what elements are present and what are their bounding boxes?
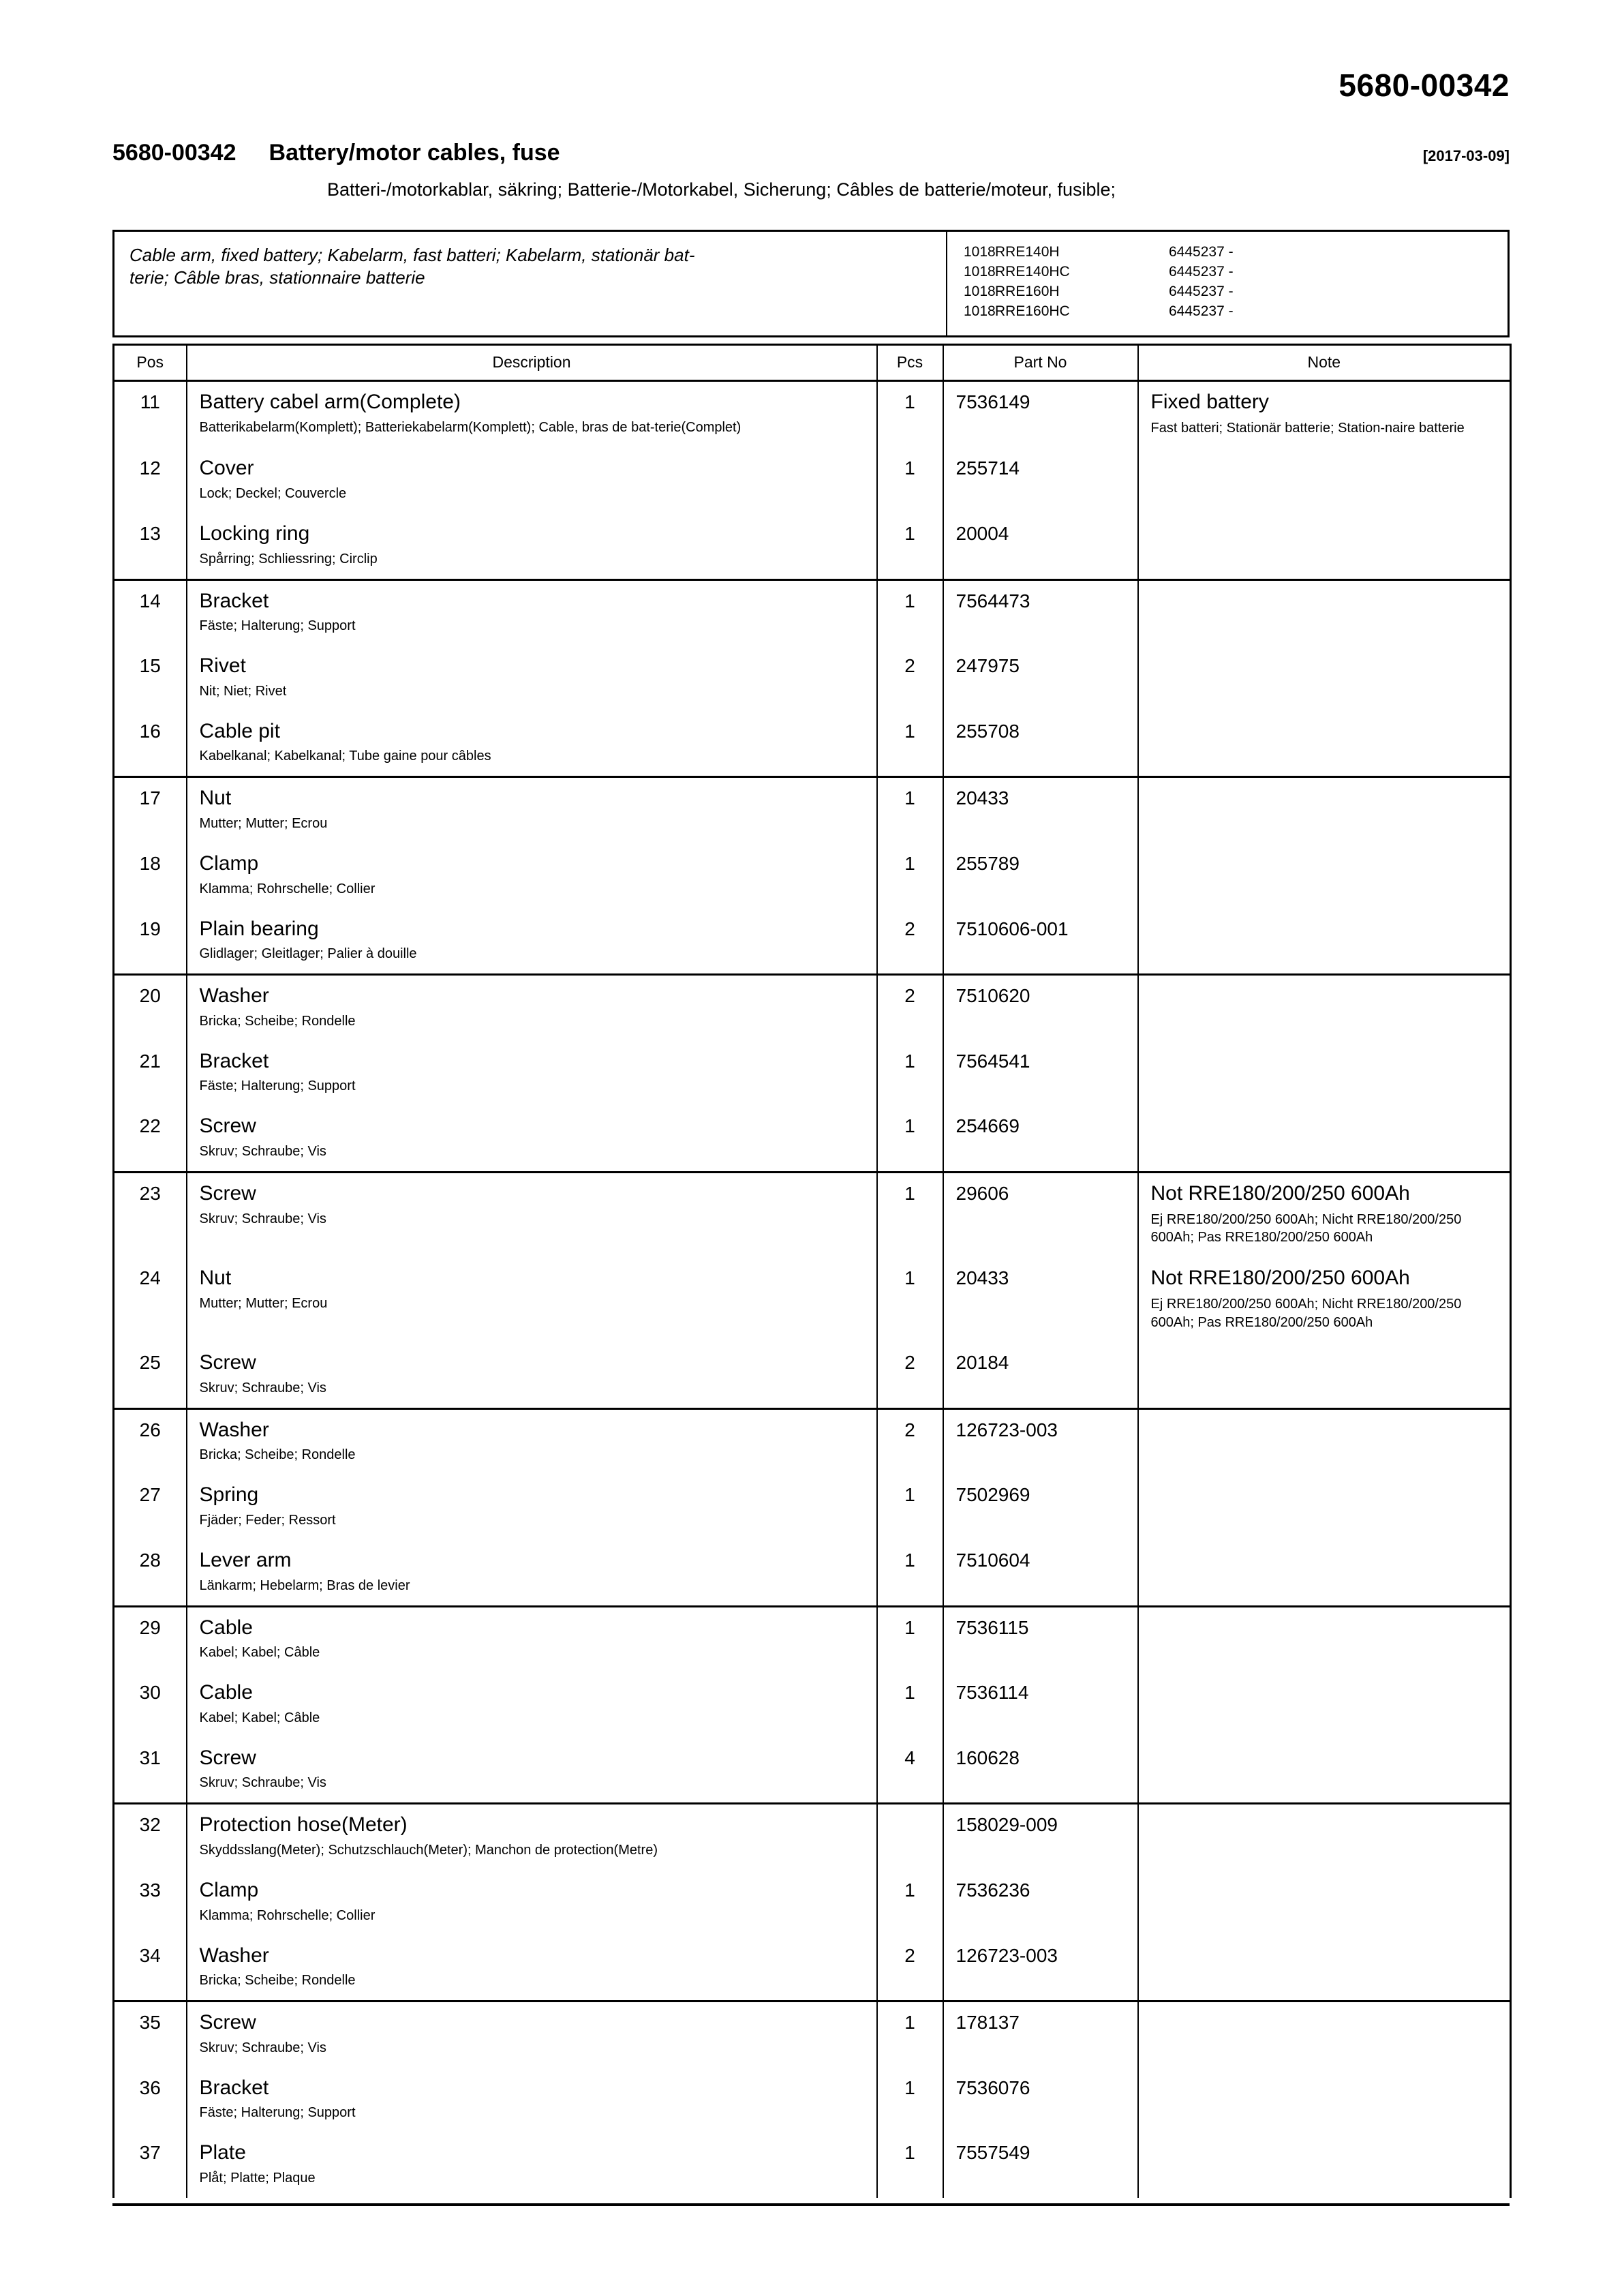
description-translations: Bricka; Scheibe; Rondelle bbox=[199, 1013, 356, 1029]
cell-description bbox=[187, 1106, 877, 1172]
cell-pcs: 1 bbox=[877, 1672, 943, 1738]
cell-part-no: 255708 bbox=[943, 711, 1138, 777]
cell-pos: 34 bbox=[114, 1935, 187, 2002]
table-row bbox=[114, 2002, 1511, 2068]
description-translations: Plåt; Platte; Plaque bbox=[199, 2171, 316, 2186]
variant-model-row bbox=[947, 282, 1508, 302]
cell-description bbox=[187, 1258, 877, 1342]
variant-model: RRE140H bbox=[995, 244, 1060, 260]
cell-part-no: 255714 bbox=[943, 448, 1138, 513]
cell-pos: 14 bbox=[114, 579, 187, 646]
description-primary: Screw bbox=[199, 1351, 256, 1374]
cell-pcs: 1 bbox=[877, 1540, 943, 1606]
cell-pos: 21 bbox=[114, 1041, 187, 1106]
cell-note bbox=[1138, 909, 1511, 975]
cell-note bbox=[1138, 1672, 1511, 1738]
table-row bbox=[114, 513, 1511, 579]
cell-description bbox=[187, 711, 877, 777]
table-row bbox=[114, 1408, 1511, 1475]
cell-part-no: 20184 bbox=[943, 1342, 1138, 1408]
description-translations: Kabel; Kabel; Câble bbox=[199, 1710, 320, 1725]
cell-part-no: 29606 bbox=[943, 1172, 1138, 1258]
cell-description bbox=[187, 381, 877, 449]
cell-note bbox=[1138, 1606, 1511, 1672]
cell-part-no: 158029-009 bbox=[943, 1804, 1138, 1870]
cell-description bbox=[187, 646, 877, 711]
cell-pcs: 1 bbox=[877, 381, 943, 449]
cell-pcs: 1 bbox=[877, 1041, 943, 1106]
table-row bbox=[114, 1258, 1511, 1342]
cell-pcs: 1 bbox=[877, 1606, 943, 1672]
variant-description-line2: terie; Câble bras, stationnaire batterie bbox=[129, 267, 425, 288]
cell-part-no: 126723-003 bbox=[943, 1408, 1138, 1475]
cell-pcs: 1 bbox=[877, 579, 943, 646]
cell-pos: 36 bbox=[114, 2068, 187, 2133]
variant-year: 1018 bbox=[964, 283, 996, 299]
description-translations: Länkarm; Hebelarm; Bras de levier bbox=[199, 1577, 410, 1593]
variant-model-list bbox=[947, 232, 1508, 335]
description-translations: Mutter; Mutter; Ecrou bbox=[199, 1295, 328, 1311]
description-primary: Battery cabel arm(Complete) bbox=[199, 391, 461, 413]
cell-pcs: 1 bbox=[877, 1475, 943, 1540]
cell-pcs: 1 bbox=[877, 1870, 943, 1935]
table-row bbox=[114, 1935, 1511, 2002]
description-primary: Rivet bbox=[199, 654, 246, 678]
description-translations: Skruv; Schraube; Vis bbox=[199, 1211, 326, 1226]
description-translations: Fäste; Halterung; Support bbox=[199, 1078, 356, 1094]
description-translations: Skruv; Schraube; Vis bbox=[199, 2040, 326, 2055]
cell-pcs: 4 bbox=[877, 1738, 943, 1804]
footer-rule bbox=[112, 2203, 1510, 2206]
table-row bbox=[114, 1172, 1511, 1258]
cell-note bbox=[1138, 381, 1511, 449]
table-row bbox=[114, 579, 1511, 646]
cell-pos: 33 bbox=[114, 1870, 187, 1935]
parts-table bbox=[112, 344, 1512, 2198]
cell-pcs: 2 bbox=[877, 909, 943, 975]
variant-year: 1018 bbox=[964, 263, 996, 280]
description-primary: Screw bbox=[199, 1746, 256, 1769]
section-number: 5680-00342 bbox=[112, 140, 236, 166]
variant-serial: 6445237 - bbox=[1169, 303, 1234, 319]
description-translations: Batterikabelarm(Komplett); Batteriekabelarm(Komplett); Cable, bras de bat-terie(Complet) bbox=[199, 419, 741, 435]
cell-pcs: 2 bbox=[877, 1342, 943, 1408]
cell-pcs: 1 bbox=[877, 2002, 943, 2068]
note-translations: Ej RRE180/200/250 600Ah; Nicht RRE180/200/250 600Ah; Pas RRE180/200/250 600Ah bbox=[1150, 1211, 1462, 1245]
cell-pcs: 1 bbox=[877, 2068, 943, 2133]
table-row bbox=[114, 1342, 1511, 1408]
description-primary: Bracket bbox=[199, 589, 269, 612]
cell-pcs: 1 bbox=[877, 1258, 943, 1342]
cell-note bbox=[1138, 2068, 1511, 2133]
cell-part-no: 7564473 bbox=[943, 579, 1138, 646]
table-row bbox=[114, 1540, 1511, 1606]
description-translations: Glidlager; Gleitlager; Palier à douille bbox=[199, 946, 417, 962]
cell-pos: 24 bbox=[114, 1258, 187, 1342]
description-translations: Klamma; Rohrschelle; Collier bbox=[199, 881, 376, 896]
revision-date: [2017-03-09] bbox=[1422, 147, 1510, 164]
column-header-pcs: Pcs bbox=[877, 345, 943, 381]
section-title-row bbox=[112, 140, 1510, 166]
cell-description bbox=[187, 1935, 877, 2002]
page-title: Battery/motor cables, fuse bbox=[269, 140, 560, 166]
cell-note bbox=[1138, 1172, 1511, 1258]
cell-part-no: 7510620 bbox=[943, 975, 1138, 1041]
cell-pos: 35 bbox=[114, 2002, 187, 2068]
cell-note bbox=[1138, 711, 1511, 777]
cell-pos: 31 bbox=[114, 1738, 187, 1804]
cell-note bbox=[1138, 1870, 1511, 1935]
cell-note bbox=[1138, 1258, 1511, 1342]
table-row bbox=[114, 1106, 1511, 1172]
cell-description bbox=[187, 1606, 877, 1672]
description-primary: Cable bbox=[199, 1616, 253, 1639]
cell-description bbox=[187, 2068, 877, 2133]
cell-part-no: 20433 bbox=[943, 777, 1138, 843]
description-primary: Plate bbox=[199, 2141, 246, 2164]
cell-pos: 18 bbox=[114, 843, 187, 909]
cell-description bbox=[187, 975, 877, 1041]
cell-note bbox=[1138, 1804, 1511, 1870]
cell-pcs: 2 bbox=[877, 1935, 943, 2002]
variant-model-row bbox=[947, 302, 1508, 322]
description-translations: Skyddsslang(Meter); Schutzschlauch(Meter); Manchon de protection(Metre) bbox=[199, 1843, 658, 1858]
description-translations: Lock; Deckel; Couvercle bbox=[199, 485, 347, 501]
cell-note bbox=[1138, 2002, 1511, 2068]
cell-description bbox=[187, 1342, 877, 1408]
variant-serial: 6445237 - bbox=[1169, 244, 1234, 260]
description-primary: Nut bbox=[199, 1267, 232, 1290]
cell-description bbox=[187, 1738, 877, 1804]
cell-note bbox=[1138, 777, 1511, 843]
table-row bbox=[114, 1606, 1511, 1672]
cell-note bbox=[1138, 1106, 1511, 1172]
cell-part-no: 7536149 bbox=[943, 381, 1138, 449]
cell-pos: 29 bbox=[114, 1606, 187, 1672]
variant-header-box bbox=[112, 230, 1510, 337]
description-primary: Bracket bbox=[199, 2076, 269, 2099]
cell-pos: 22 bbox=[114, 1106, 187, 1172]
cell-note bbox=[1138, 975, 1511, 1041]
cell-pos: 25 bbox=[114, 1342, 187, 1408]
cell-pcs: 1 bbox=[877, 1172, 943, 1258]
cell-pcs: 1 bbox=[877, 777, 943, 843]
cell-part-no: 7536076 bbox=[943, 2068, 1138, 2133]
cell-note bbox=[1138, 448, 1511, 513]
cell-description bbox=[187, 843, 877, 909]
cell-pos: 16 bbox=[114, 711, 187, 777]
cell-part-no: 7557549 bbox=[943, 2132, 1138, 2198]
description-primary: Cable pit bbox=[199, 719, 280, 742]
cell-note bbox=[1138, 843, 1511, 909]
cell-pcs: 1 bbox=[877, 711, 943, 777]
table-row bbox=[114, 843, 1511, 909]
description-primary: Protection hose(Meter) bbox=[199, 1813, 408, 1837]
table-row bbox=[114, 975, 1511, 1041]
cell-description bbox=[187, 1475, 877, 1540]
table-row bbox=[114, 1672, 1511, 1738]
description-translations: Skruv; Schraube; Vis bbox=[199, 1143, 326, 1159]
variant-serial: 6445237 - bbox=[1169, 263, 1234, 280]
variant-year: 1018 bbox=[964, 244, 996, 260]
cell-description bbox=[187, 1041, 877, 1106]
table-row bbox=[114, 1475, 1511, 1540]
cell-description bbox=[187, 1540, 877, 1606]
cell-part-no: 7510606-001 bbox=[943, 909, 1138, 975]
cell-description bbox=[187, 1672, 877, 1738]
cell-note bbox=[1138, 1408, 1511, 1475]
cell-part-no: 20004 bbox=[943, 513, 1138, 579]
cell-part-no: 7510604 bbox=[943, 1540, 1138, 1606]
description-primary: Cover bbox=[199, 457, 254, 480]
cell-pos: 26 bbox=[114, 1408, 187, 1475]
cell-pos: 17 bbox=[114, 777, 187, 843]
cell-pos: 30 bbox=[114, 1672, 187, 1738]
table-row bbox=[114, 711, 1511, 777]
variant-model: RRE140HC bbox=[995, 263, 1070, 280]
page-subtitle: Batteri-/motorkablar, säkring; Batterie-/Motorkabel, Sicherung; Câbles de batterie/moteur, fusible; bbox=[327, 179, 1116, 200]
variant-model: RRE160HC bbox=[995, 303, 1070, 319]
cell-note bbox=[1138, 1342, 1511, 1408]
note-translations: Ej RRE180/200/250 600Ah; Nicht RRE180/200/250 600Ah; Pas RRE180/200/250 600Ah bbox=[1150, 1296, 1462, 1330]
cell-part-no: 7536114 bbox=[943, 1672, 1138, 1738]
table-row bbox=[114, 1804, 1511, 1870]
table-row bbox=[114, 1870, 1511, 1935]
cell-note bbox=[1138, 2132, 1511, 2198]
cell-part-no: 7536115 bbox=[943, 1606, 1138, 1672]
cell-part-no: 126723-003 bbox=[943, 1935, 1138, 2002]
variant-model-row bbox=[947, 262, 1508, 282]
cell-pos: 27 bbox=[114, 1475, 187, 1540]
description-primary: Locking ring bbox=[199, 522, 310, 545]
column-header-note: Note bbox=[1138, 345, 1511, 381]
cell-note bbox=[1138, 579, 1511, 646]
note-translations: Fast batteri; Stationär batterie; Station-naire batterie bbox=[1150, 420, 1465, 436]
cell-description bbox=[187, 579, 877, 646]
cell-pcs: 1 bbox=[877, 1106, 943, 1172]
note-primary: Not RRE180/200/250 600Ah bbox=[1150, 1181, 1410, 1205]
description-primary: Bracket bbox=[199, 1049, 269, 1072]
variant-year: 1018 bbox=[964, 303, 996, 319]
description-primary: Screw bbox=[199, 2011, 256, 2034]
cell-pos: 11 bbox=[114, 381, 187, 449]
cell-pcs: 2 bbox=[877, 1408, 943, 1475]
description-translations: Fäste; Halterung; Support bbox=[199, 618, 356, 634]
cell-description bbox=[187, 909, 877, 975]
cell-part-no: 160628 bbox=[943, 1738, 1138, 1804]
cell-pos: 12 bbox=[114, 448, 187, 513]
cell-description bbox=[187, 513, 877, 579]
description-primary: Washer bbox=[199, 1944, 269, 1967]
cell-description bbox=[187, 448, 877, 513]
table-row bbox=[114, 777, 1511, 843]
cell-note bbox=[1138, 513, 1511, 579]
cell-pos: 20 bbox=[114, 975, 187, 1041]
cell-pcs: 2 bbox=[877, 975, 943, 1041]
description-primary: Cable bbox=[199, 1681, 253, 1704]
cell-note bbox=[1138, 1540, 1511, 1606]
description-primary: Screw bbox=[199, 1181, 256, 1205]
cell-part-no: 178137 bbox=[943, 2002, 1138, 2068]
cell-description bbox=[187, 1172, 877, 1258]
table-row bbox=[114, 448, 1511, 513]
page-code: 5680-00342 bbox=[1338, 67, 1510, 103]
cell-part-no: 255789 bbox=[943, 843, 1138, 909]
note-primary: Not RRE180/200/250 600Ah bbox=[1150, 1267, 1410, 1290]
variant-description bbox=[114, 232, 947, 335]
cell-pos: 15 bbox=[114, 646, 187, 711]
table-row bbox=[114, 2068, 1511, 2133]
cell-description bbox=[187, 1804, 877, 1870]
description-primary: Washer bbox=[199, 1418, 269, 1441]
table-row bbox=[114, 1738, 1511, 1804]
cell-description bbox=[187, 1870, 877, 1935]
description-primary: Nut bbox=[199, 787, 232, 810]
cell-pos: 19 bbox=[114, 909, 187, 975]
variant-description-line1: Cable arm, fixed battery; Kabelarm, fast batteri; Kabelarm, stationär bat- bbox=[129, 245, 695, 265]
note-primary: Fixed battery bbox=[1150, 391, 1269, 413]
cell-pos: 28 bbox=[114, 1540, 187, 1606]
cell-pos: 32 bbox=[114, 1804, 187, 1870]
description-translations: Nit; Niet; Rivet bbox=[199, 683, 287, 699]
cell-pcs: 1 bbox=[877, 513, 943, 579]
variant-model-row bbox=[947, 243, 1508, 262]
cell-description bbox=[187, 777, 877, 843]
description-translations: Fäste; Halterung; Support bbox=[199, 2105, 356, 2121]
cell-part-no: 20433 bbox=[943, 1258, 1138, 1342]
description-primary: Clamp bbox=[199, 851, 259, 875]
description-primary: Lever arm bbox=[199, 1549, 292, 1572]
cell-part-no: 7536236 bbox=[943, 1870, 1138, 1935]
cell-part-no: 254669 bbox=[943, 1106, 1138, 1172]
cell-note bbox=[1138, 1475, 1511, 1540]
cell-part-no: 7502969 bbox=[943, 1475, 1138, 1540]
cell-pcs: 1 bbox=[877, 2132, 943, 2198]
column-header-pos: Pos bbox=[114, 345, 187, 381]
description-translations: Bricka; Scheibe; Rondelle bbox=[199, 1447, 356, 1463]
cell-note bbox=[1138, 646, 1511, 711]
cell-note bbox=[1138, 1738, 1511, 1804]
cell-note bbox=[1138, 1935, 1511, 2002]
description-translations: Kabel; Kabel; Câble bbox=[199, 1645, 320, 1661]
description-translations: Bricka; Scheibe; Rondelle bbox=[199, 1973, 356, 1989]
description-primary: Plain bearing bbox=[199, 917, 319, 940]
description-translations: Skruv; Schraube; Vis bbox=[199, 1380, 326, 1395]
cell-note bbox=[1138, 1041, 1511, 1106]
table-row bbox=[114, 909, 1511, 975]
table-header-row bbox=[114, 345, 1511, 381]
cell-description bbox=[187, 2002, 877, 2068]
cell-pcs: 2 bbox=[877, 646, 943, 711]
cell-part-no: 7564541 bbox=[943, 1041, 1138, 1106]
variant-serial: 6445237 - bbox=[1169, 283, 1234, 299]
description-primary: Screw bbox=[199, 1115, 256, 1138]
description-translations: Skruv; Schraube; Vis bbox=[199, 1775, 326, 1791]
cell-part-no: 247975 bbox=[943, 646, 1138, 711]
cell-description bbox=[187, 1408, 877, 1475]
table-row bbox=[114, 2132, 1511, 2198]
cell-pos: 37 bbox=[114, 2132, 187, 2198]
variant-model: RRE160H bbox=[995, 283, 1060, 299]
description-primary: Spring bbox=[199, 1483, 259, 1507]
description-translations: Klamma; Rohrschelle; Collier bbox=[199, 1907, 376, 1923]
column-header-part-no: Part No bbox=[943, 345, 1138, 381]
table-row bbox=[114, 646, 1511, 711]
cell-pcs: 1 bbox=[877, 843, 943, 909]
table-row bbox=[114, 1041, 1511, 1106]
cell-description bbox=[187, 2132, 877, 2198]
description-translations: Fjäder; Feder; Ressort bbox=[199, 1513, 336, 1528]
description-translations: Kabelkanal; Kabelkanal; Tube gaine pour câbles bbox=[199, 749, 491, 764]
cell-pcs: 1 bbox=[877, 448, 943, 513]
description-primary: Washer bbox=[199, 984, 269, 1008]
cell-pcs bbox=[877, 1804, 943, 1870]
description-translations: Spårring; Schliessring; Circlip bbox=[199, 551, 378, 567]
table-row bbox=[114, 381, 1511, 449]
cell-pos: 13 bbox=[114, 513, 187, 579]
column-header-description: Description bbox=[187, 345, 877, 381]
description-translations: Mutter; Mutter; Ecrou bbox=[199, 815, 328, 831]
description-primary: Clamp bbox=[199, 1879, 259, 1902]
cell-pos: 23 bbox=[114, 1172, 187, 1258]
